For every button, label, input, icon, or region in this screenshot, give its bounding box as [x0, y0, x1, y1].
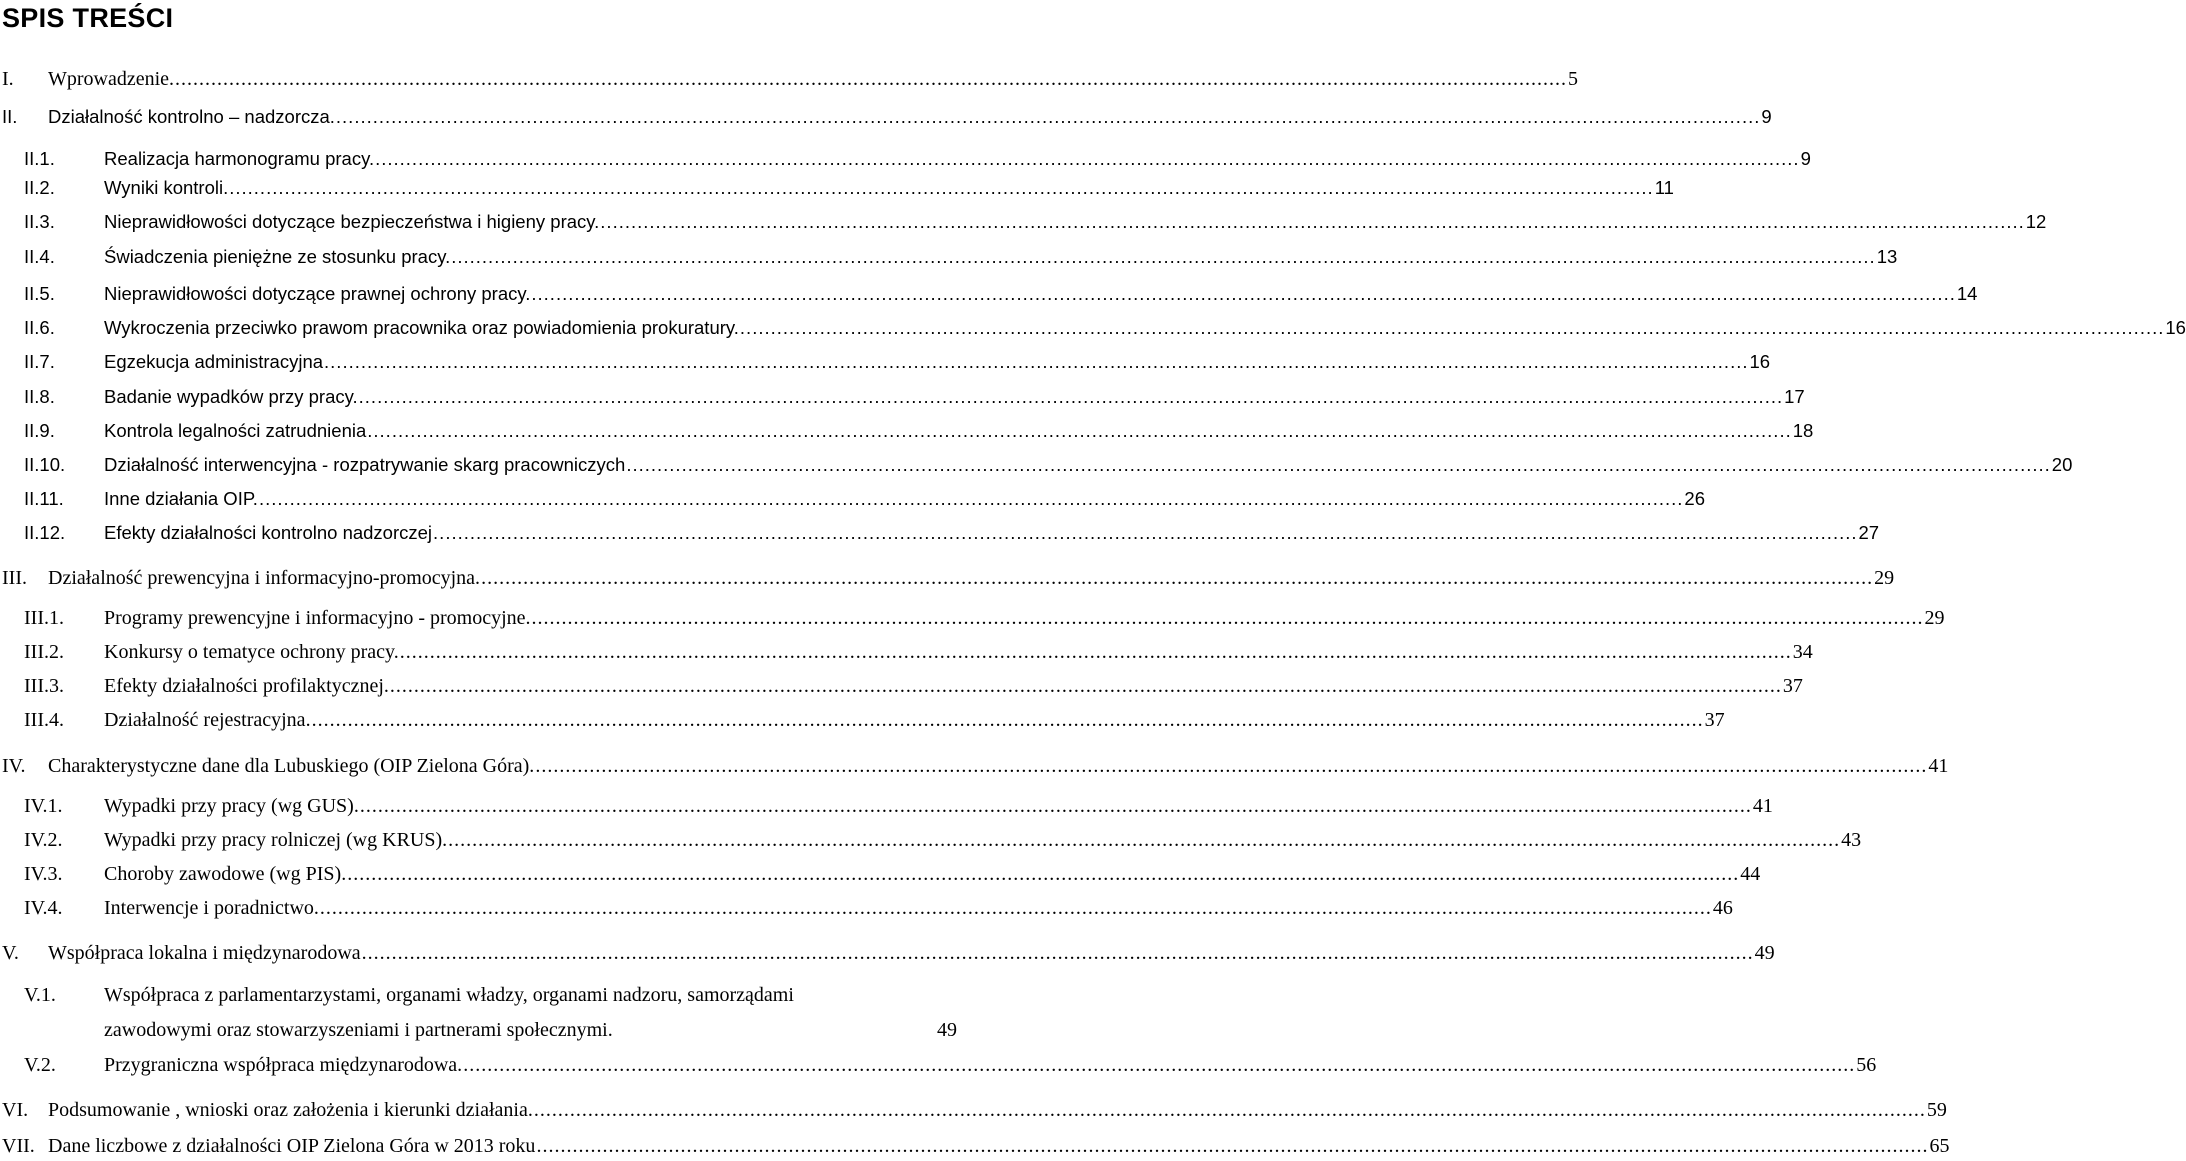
- toc-title: Nieprawidłowości dotyczące bezpieczeństwa i higieny pracy.: [104, 211, 600, 232]
- toc-number: V.1.: [24, 984, 56, 1006]
- toc-title: Efekty działalności kontrolno nadzorczej: [104, 522, 433, 543]
- toc-leader: ........................................................................................................................................................................................................................................: [531, 607, 1924, 629]
- toc-leader: ........................................................................................................................................................................................................................................: [463, 1054, 1856, 1076]
- toc-number: IV.2.: [24, 829, 63, 851]
- toc-page: 43: [1841, 829, 1862, 851]
- page-title: SPIS TREŚCI: [2, 3, 174, 33]
- toc-title: Przygraniczna współpraca międzynarodowa.: [104, 1054, 463, 1076]
- toc-leader: ........................................................................................................................................................................................................................................: [175, 68, 1568, 90]
- toc-entry[interactable]: [0, 705, 1725, 735]
- toc-entry[interactable]: [0, 382, 1805, 412]
- toc-entry[interactable]: [0, 173, 1674, 203]
- toc-entry[interactable]: [0, 791, 1773, 821]
- toc-title: Działalność prewencyjna i informacyjno-promocyjna.: [48, 567, 481, 589]
- toc-page: 29: [1874, 567, 1895, 589]
- toc-title: Interwencje i poradnictwo.: [104, 897, 319, 919]
- toc-page: 5: [1568, 68, 1579, 90]
- toc-title: Wprowadzenie.: [48, 68, 175, 90]
- toc-title: Działalność interwencyjna - rozpatrywanie skarg pracowniczych: [104, 454, 626, 475]
- toc-entry[interactable]: [0, 893, 1733, 923]
- toc-number: III.: [2, 567, 27, 589]
- toc-number: II.12.: [24, 522, 66, 543]
- toc-leader: ........................................................................................................................................................................................................................................: [533, 1099, 1926, 1121]
- toc-number: V.: [2, 942, 19, 964]
- toc-title: Wypadki przy pracy rolniczej (wg KRUS).: [104, 829, 448, 851]
- toc-title: Charakterystyczne dane dla Lubuskiego (OIP Zielona Góra).: [48, 755, 535, 777]
- toc-page: 17: [1784, 386, 1805, 407]
- toc-leader: ........................................................................................................................................................................................................................................: [375, 148, 1800, 169]
- toc-page: 44: [1740, 863, 1761, 885]
- toc-title: Wyniki kontroli.: [104, 177, 229, 198]
- toc-title: Nieprawidłowości dotyczące prawnej ochrony pracy.: [104, 283, 531, 304]
- toc-entry[interactable]: [0, 563, 1895, 593]
- toc-title: Realizacja harmonogramu pracy.: [104, 148, 375, 169]
- toc-number: II.4.: [24, 246, 55, 267]
- toc-title: Działalność kontrolno – nadzorcza.: [48, 106, 335, 127]
- toc-number: III.2.: [24, 641, 64, 663]
- toc-page: 9: [1761, 106, 1772, 127]
- toc-page: 56: [1856, 1054, 1877, 1076]
- toc-entry[interactable]: [0, 144, 1811, 174]
- toc-number: VII.: [2, 1135, 35, 1157]
- toc-title: Badanie wypadków przy pracy.: [104, 386, 358, 407]
- toc-entry[interactable]: [0, 603, 1945, 633]
- toc-title: Programy prewencyjne i informacyjno - promocyjne.: [104, 607, 531, 629]
- toc-title: Dane liczbowe z działalności OIP Zielona Góra w 2013 roku: [48, 1135, 536, 1157]
- toc-number: IV.1.: [24, 795, 63, 817]
- toc-number: II.9.: [24, 420, 55, 441]
- toc-leader: ........................................................................................................................................................................................................................................: [531, 283, 1956, 304]
- toc-leader: ........................................................................................................................................................................................................................................: [626, 454, 2051, 475]
- toc-title: Inne działania OIP.: [104, 488, 258, 509]
- toc-number: I.: [2, 68, 14, 90]
- toc-page: 12: [2025, 211, 2047, 232]
- toc-entry[interactable]: [0, 518, 1880, 548]
- toc-title: Egzekucja administracyjna: [104, 351, 324, 372]
- toc-number: V.2.: [24, 1054, 56, 1076]
- toc-number: II.6.: [24, 317, 55, 338]
- toc-entry[interactable]: [0, 207, 2047, 237]
- toc-leader: ........................................................................................................................................................................................................................................: [739, 317, 2165, 338]
- toc-number: II.2.: [24, 177, 55, 198]
- toc-leader: ........................................................................................................................................................................................................................................: [347, 863, 1740, 885]
- toc-leader: ........................................................................................................................................................................................................................................: [481, 567, 1874, 589]
- toc-leader: ........................................................................................................................................................................................................................................: [258, 488, 1684, 509]
- toc-number: III.1.: [24, 607, 64, 629]
- toc-number: IV.4.: [24, 897, 63, 919]
- toc-page: 16: [1749, 351, 1771, 372]
- toc-leader: ........................................................................................................................................................................................................................................: [229, 177, 1654, 198]
- toc-title: Działalność rejestracyjna.: [104, 709, 311, 731]
- toc-page: 14: [1956, 283, 1978, 304]
- toc-title: Wykroczenia przeciwko prawom pracownika oraz powiadomienia prokuratury.: [104, 317, 739, 338]
- toc-leader: ........................................................................................................................................................................................................................................: [448, 829, 1841, 851]
- toc-entry[interactable]: [0, 751, 1949, 781]
- toc-page: 16: [2165, 317, 2186, 338]
- toc-number: VI.: [2, 1099, 29, 1121]
- toc-page: 59: [1926, 1099, 1947, 1121]
- toc-number: II.10.: [24, 454, 66, 475]
- toc-entry[interactable]: [0, 671, 1803, 701]
- toc-page: 34: [1792, 641, 1813, 663]
- toc-page: 49: [1754, 942, 1775, 964]
- toc-leader: ........................................................................................................................................................................................................................................: [389, 675, 1782, 697]
- toc-leader: ........................................................................................................................................................................................................................................: [367, 420, 1792, 441]
- toc-number: III.3.: [24, 675, 64, 697]
- toc-entry[interactable]: [0, 938, 1775, 968]
- toc-number: II.5.: [24, 283, 55, 304]
- toc-page: 20: [2051, 454, 2073, 475]
- toc-leader: ........................................................................................................................................................................................................................................: [358, 386, 1784, 407]
- toc-entry[interactable]: [0, 242, 1898, 272]
- toc-leader: ........................................................................................................................................................................................................................................: [536, 1135, 1929, 1157]
- toc-page: 18: [1792, 420, 1814, 441]
- toc-page: 37: [1704, 709, 1725, 731]
- toc-leader: ........................................................................................................................................................................................................................................: [399, 641, 1792, 663]
- toc-entry[interactable]: [0, 279, 1978, 309]
- toc-leader: ........................................................................................................................................................................................................................................: [600, 211, 2025, 232]
- toc-entry[interactable]: [0, 637, 1813, 667]
- toc-entry[interactable]: [0, 484, 1705, 514]
- toc-number: II.: [2, 106, 18, 127]
- toc-page: 27: [1858, 522, 1880, 543]
- toc-entry[interactable]: [0, 450, 2073, 480]
- toc-page: 41: [1928, 755, 1949, 777]
- toc-title: Efekty działalności profilaktycznej.: [104, 675, 389, 697]
- toc-title: Wypadki przy pracy (wg GUS).: [104, 795, 359, 817]
- toc-leader: ........................................................................................................................................................................................................................................: [311, 709, 1704, 731]
- toc-title: Świadczenia pieniężne ze stosunku pracy.: [104, 246, 451, 267]
- toc-entry[interactable]: [0, 416, 1814, 446]
- toc-entry[interactable]: [0, 64, 1579, 94]
- toc-number: II.1.: [24, 148, 55, 169]
- toc-leader: ........................................................................................................................................................................................................................................: [451, 246, 1876, 267]
- toc-page: 46: [1712, 897, 1733, 919]
- toc-entry[interactable]: [0, 347, 1771, 377]
- toc-entry[interactable]: [0, 1050, 1877, 1080]
- toc-title-line2: zawodowymi oraz stowarzyszeniami i partnerami społecznymi.: [104, 1019, 613, 1041]
- toc-entry[interactable]: [0, 859, 1761, 889]
- toc-entry[interactable]: [0, 825, 1862, 855]
- toc-leader: ........................................................................................................................................................................................................................................: [359, 795, 1752, 817]
- toc-entry[interactable]: [0, 1095, 1947, 1125]
- toc-entry[interactable]: [0, 313, 2186, 343]
- toc-page: 37: [1782, 675, 1803, 697]
- toc-leader: ........................................................................................................................................................................................................................................: [324, 351, 1749, 372]
- toc-title: Podsumowanie , wnioski oraz założenia i kierunki działania.: [48, 1099, 533, 1121]
- toc-title: Współpraca lokalna i międzynarodowa: [48, 942, 361, 964]
- toc-page: 41: [1752, 795, 1773, 817]
- toc-entry[interactable]: [0, 102, 1772, 132]
- toc-leader: ........................................................................................................................................................................................................................................: [535, 755, 1928, 777]
- toc-page: 26: [1684, 488, 1705, 509]
- toc-title-line1: Współpraca z parlamentarzystami, organami władzy, organami nadzoru, samorządami: [104, 984, 794, 1006]
- toc-title: Kontrola legalności zatrudnienia: [104, 420, 367, 441]
- toc-title: Konkursy o tematyce ochrony pracy.: [104, 641, 399, 663]
- toc-page: 11: [1654, 177, 1674, 198]
- toc-number: II.8.: [24, 386, 55, 407]
- toc-page: 9: [1800, 148, 1811, 169]
- toc-page: 13: [1876, 246, 1898, 267]
- toc-number: II.7.: [24, 351, 55, 372]
- toc-number: III.4.: [24, 709, 64, 731]
- toc-title: Choroby zawodowe (wg PIS).: [104, 863, 347, 885]
- toc-page: 65: [1929, 1135, 1950, 1157]
- toc-page: 29: [1924, 607, 1945, 629]
- toc-number: II.3.: [24, 211, 55, 232]
- toc-entry[interactable]: [0, 1131, 1950, 1161]
- toc-number: IV.: [2, 755, 26, 777]
- toc-leader: ........................................................................................................................................................................................................................................: [433, 522, 1858, 543]
- toc-page: 49: [937, 1019, 957, 1041]
- toc-number: IV.3.: [24, 863, 63, 885]
- toc-leader: ........................................................................................................................................................................................................................................: [319, 897, 1712, 919]
- toc-number: II.11.: [24, 488, 64, 509]
- toc-leader: ........................................................................................................................................................................................................................................: [361, 942, 1754, 964]
- toc-leader: ........................................................................................................................................................................................................................................: [335, 106, 1761, 127]
